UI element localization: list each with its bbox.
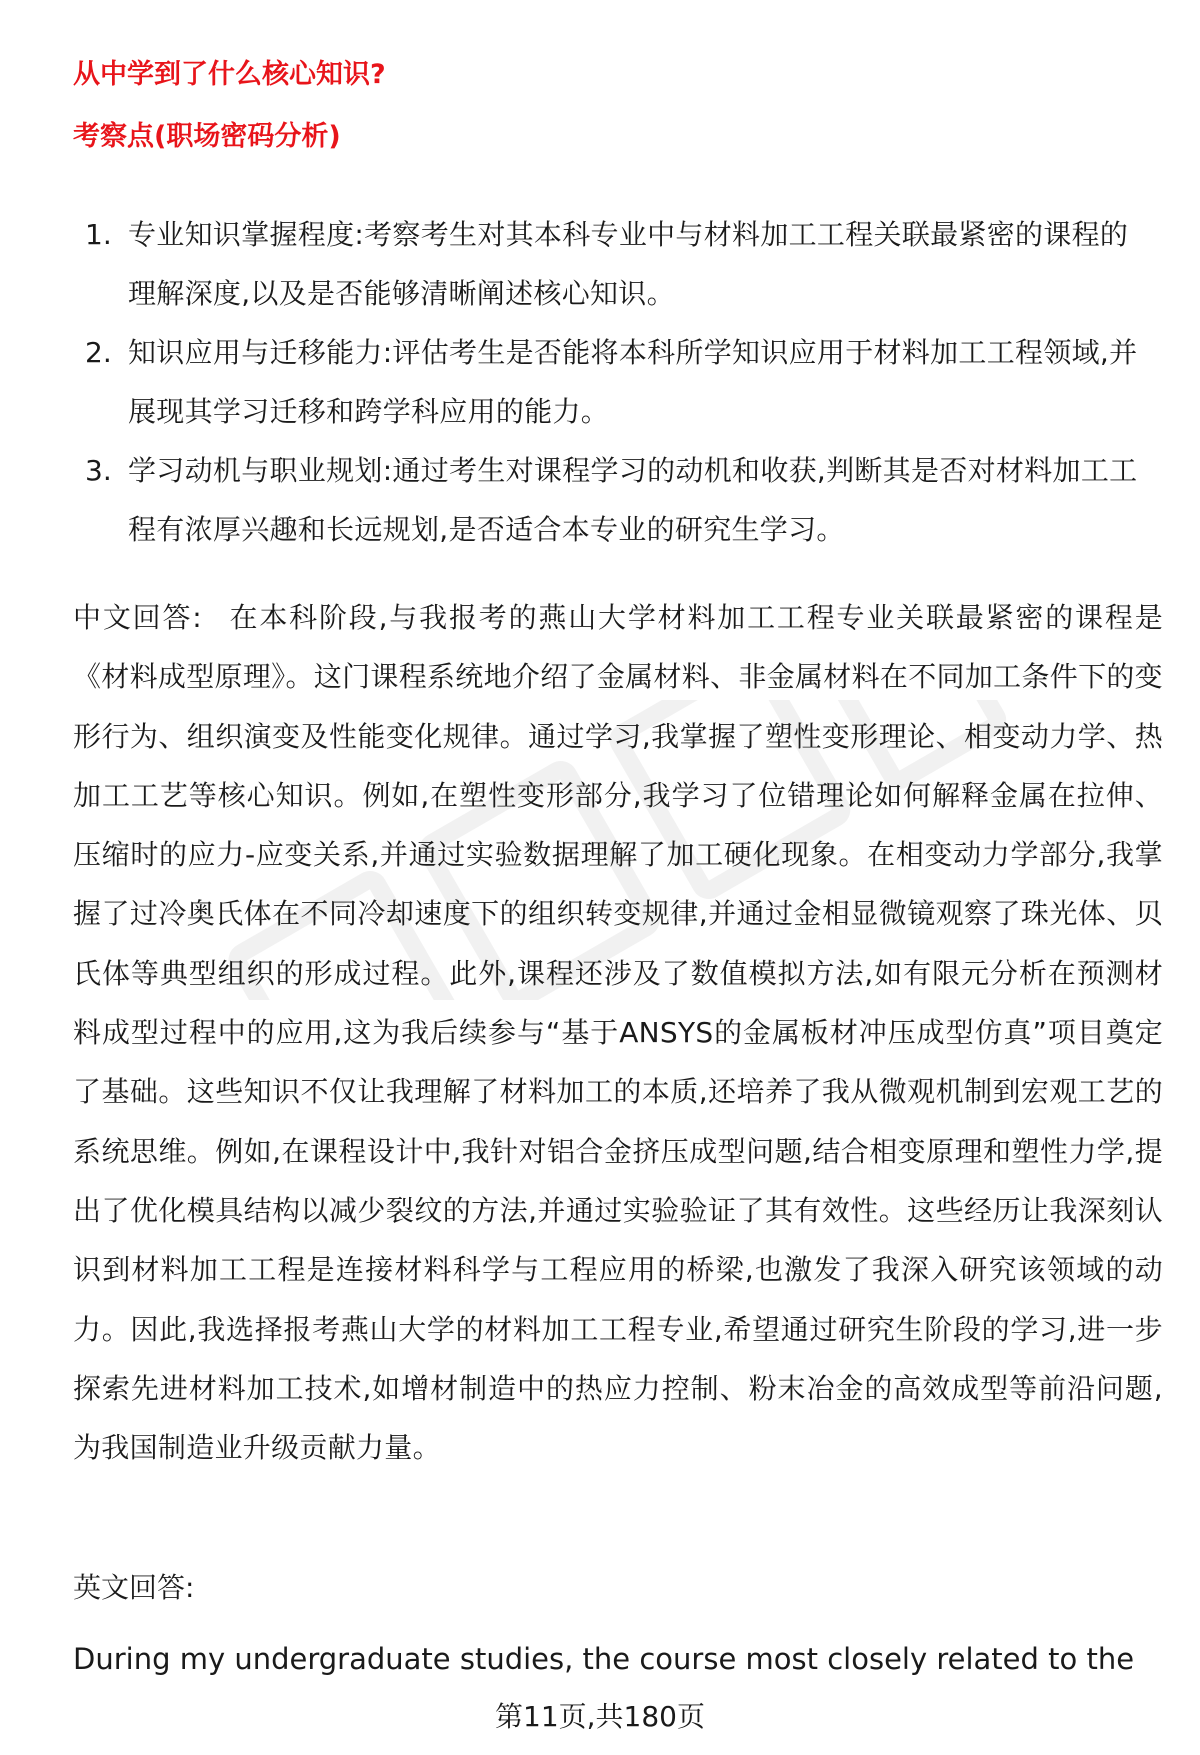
question-heading: 从中学到了什么核心知识? — [73, 59, 386, 90]
english-answer-text: During my undergraduate studies, the course most closely related to the — [73, 1642, 1135, 1676]
exam-points-heading: 考察点(职场密码分析) — [73, 121, 341, 152]
english-answer-label: 英文回答: — [73, 1571, 195, 1604]
list-item-number: 3. — [85, 454, 112, 487]
list-item — [73, 323, 1153, 441]
list-item — [73, 441, 1153, 559]
list-item-number: 2. — [85, 336, 112, 369]
chinese-answer — [73, 588, 1163, 1477]
list-item-text: 专业知识掌握程度:考察考生对其本科专业中与材料加工工程关联最紧密的课程的理解深度,以及是否能够清晰阐述核心知识。 — [128, 218, 1129, 310]
list-item-number: 1. — [85, 218, 112, 251]
list-item — [73, 205, 1153, 323]
chinese-answer-text: 在本科阶段,与我报考的燕山大学材料加工工程专业关联最紧密的课程是《材料成型原理》。这门课程系统地介绍了金属材料、非金属材料在不同加工条件下的变形行为、组织演变及性能变化规律。通过学习,我掌握了塑性变形理论、相变动力学、热加工工艺等核心知识。例如,在塑性变形部分,我学习了位错理论如何解释金属在拉伸、压缩时的应力-应变关系,并通过实验数据理解了加工硬化现象。在相变动力学部分,我掌握了过冷奥氏体在不同冷却速度下的组织转变规律,并通过金相显微镜观察了珠光体、贝氏体等典型组织的形成过程。此外,课程还涉及了数值模拟方法,如有限元分析在预测材料成型过程中的应用,这为我后续参与“基于ANSYS的金属板材冲压成型仿真”项目奠定了基础。这些知识不仅让我理解了材料加工的本质,还培养了我从微观机制到宏观工艺的系统思维。例如,在课程设计中,我针对铝合金挤压成型问题,结合相变原理和塑性力学,提出了优化模具结构以减少裂纹的方法,并通过实验验证了其有效性。这些经历让我深刻认识到材料加工工程是连接材料科学与工程应用的桥梁,也激发了我深入研究该领域的动力。因此,我选择报考燕山大学的材料加工工程专业,希望通过研究生阶段的学习,进一步探索先进材料加工技术,如增材制造中的热应力控制、粉末冶金的高效成型等前沿问题,为我国制造业升级贡献力量。 — [73, 601, 1163, 1465]
list-item-text: 学习动机与职业规划:通过考生对课程学习的动机和收获,判断其是否对材料加工工程有浓厚兴趣和长远规划,是否适合本专业的研究生学习。 — [128, 454, 1138, 546]
exam-points-list — [73, 205, 1153, 559]
page-footer: 第11页,共180页 — [495, 1700, 705, 1733]
chinese-answer-label: 中文回答: — [73, 601, 202, 634]
list-item-text: 知识应用与迁移能力:评估考生是否能将本科所学知识应用于材料加工工程领域,并展现其学习迁移和跨学科应用的能力。 — [128, 336, 1138, 428]
